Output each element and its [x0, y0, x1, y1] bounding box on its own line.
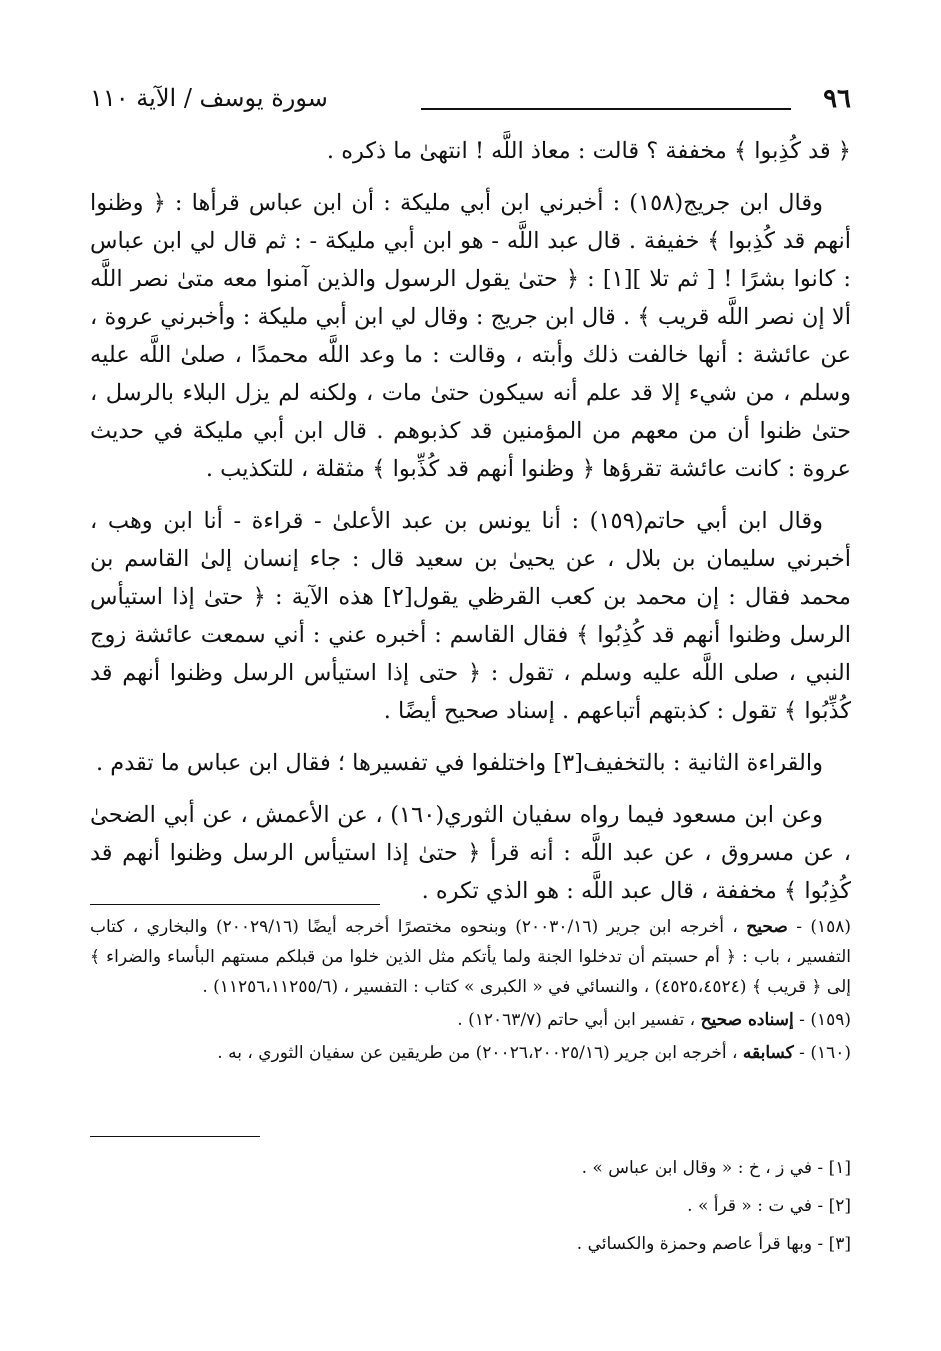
footnote — [90, 1038, 851, 1068]
paragraph: وقال ابن أبي حاتم(١٥٩) : أنا يونس بن عبد الأعلىٰ - قراءة - أنا ابن وهب ، أخبرني سليمان بن بلال ، عن يحيىٰ بن سعيد قال : جاء إنسان إلىٰ القاسم بن محمد فقال : إن محمد بن كعب القرظي يقول[٢] هذه الآية : ﴿ حتىٰ إذا استيأس الرسل وظنوا أنهم قد كُذِبُوا ﴾ فقال القاسم : أخبره عني : أني سمعت عائشة زوج النبي ، صلى اللَّه عليه وسلم ، تقول : ﴿ حتى إذا استيأس الرسل وظنوا أنهم قد كُذِّبُوا ﴾ تقول : كذبتهم أتباعهم . إسناد صحيح أيضًا . — [90, 508, 851, 724]
footnote-rule — [90, 904, 380, 905]
footnote-number: (١٦٠) - — [793, 1043, 851, 1063]
footnote-grade: صحيح — [746, 917, 788, 937]
footnote-text: ، أخرجه ابن جرير (٢٠٠٣٠/١٦) وبنحوه مختصرًا أخرجه أيضًا (٢٠٠٢٩/١٦) والبخاري ، كتاب التفسير ، باب : ﴿ أم حسبتم أن تدخلوا الجنة ولما يأتكم مثل الذين خلوا من قبلكم مستهم البأساء والضراء ﴾ إلى ﴿ قريب ﴾ (٤٥٢٥،٤٥٢٤) ، والنسائي في « الكبرى » كتاب : التفسير ، (١١٢٥٦،١١٢٥٥/٦) . — [90, 917, 851, 997]
variant-note: [٢] - في ت : « قرأ » . — [687, 1196, 851, 1216]
footnote-text: ، أخرجه ابن جرير (٢٠٠٢٦،٢٠٠٢٥/١٦) من طريقين عن سفيان الثوري ، به . — [217, 1043, 738, 1063]
page-number: ٩٦ — [823, 84, 851, 114]
paragraph: ﴿ قد كُذِبوا ﴾ مخففة ؟ قالت : معاذ اللَّه ! انتهىٰ ما ذكره . — [326, 138, 851, 164]
footnote-text: ، تفسير ابن أبي حاتم (١٢٠٦٣/٧) . — [457, 1010, 696, 1030]
paragraph: وعن ابن مسعود فيما رواه سفيان الثوري(١٦٠) ، عن الأعمش ، عن أبي الضحىٰ ، عن مسروق ، عن عبد اللَّه : أنه قرأ ﴿ حتىٰ إذا استيأس الرسل وظنوا أنهم قد كُذِبُوا ﴾ مخففة ، قال عبد اللَّه : هو الذي تكره . — [90, 802, 851, 904]
footnote-grade: إسناده صحيح — [700, 1010, 794, 1030]
footnote — [90, 1005, 851, 1035]
variant-note: [٣] - وبها قرأ عاصم وحمزة والكسائي . — [576, 1234, 851, 1254]
footnote-number: (١٥٩) - — [793, 1010, 851, 1030]
variant-note: [١] - في ز ، خ : « وقال ابن عباس » . — [581, 1158, 851, 1178]
paragraph: والقراءة الثانية : بالتخفيف[٣] واختلفوا في تفسيرها ؛ فقال ابن عباس ما تقدم . — [95, 750, 823, 776]
page-header — [90, 80, 851, 120]
manuscript-variants — [90, 1152, 851, 1266]
variants-rule — [90, 1136, 260, 1137]
header-rule — [421, 108, 791, 110]
footnote — [90, 912, 851, 1002]
footnotes — [90, 912, 851, 1071]
running-title: سورة يوسف / الآية ١١٠ — [90, 84, 328, 112]
footnote-number: (١٥٨) - — [787, 917, 852, 937]
main-text — [90, 132, 851, 924]
footnote-grade: كسابقه — [742, 1043, 794, 1063]
paragraph: وقال ابن جريج(١٥٨) : أخبرني ابن أبي مليكة : أن ابن عباس قرأها : ﴿ وظنوا أنهم قد كُذِبوا ﴾ خفيفة . قال عبد اللَّه - هو ابن أبي مليكة - : ثم قال لي ابن عباس : كانوا بشرًا ! [ ثم تلا ][١] : ﴿ حتىٰ يقول الرسول والذين آمنوا معه متىٰ نصر اللَّه ألا إن نصر اللَّه قريب ﴾ . قال ابن جريج : وقال لي ابن أبي مليكة : وأخبرني عروة ، عن عائشة : أنها خالفت ذلك وأبته ، وقالت : ما وعد اللَّه محمدًا ، صلىٰ اللَّه عليه وسلم ، من شيء إلا قد علم أنه سيكون حتىٰ مات ، ولكنه لم يزل البلاء بالرسل ، حتىٰ ظنوا أن من معهم من المؤمنين قد كذبوهم . قال ابن أبي مليكة في حديث عروة : كانت عائشة تقرؤها ﴿ وظنوا أنهم قد كُذِّبوا ﴾ مثقلة ، للتكذيب . — [90, 190, 852, 482]
